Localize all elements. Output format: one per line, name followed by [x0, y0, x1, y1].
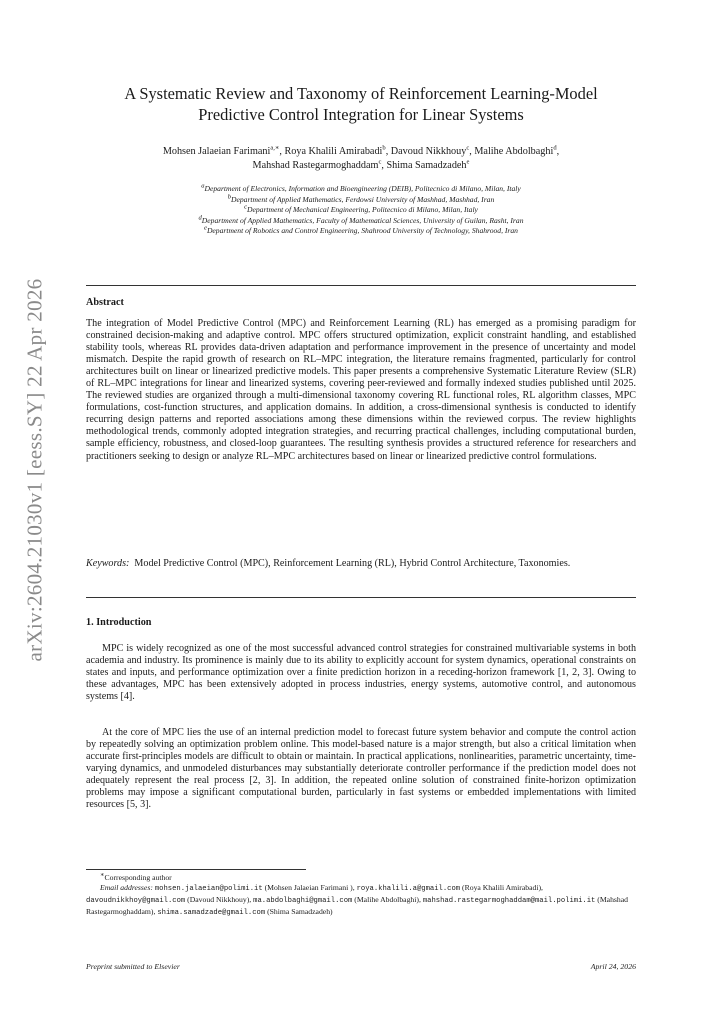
email-address[interactable]: shima.samadzade@gmail.com	[157, 908, 266, 917]
email-owner: (Davoud Nikkhouy),	[187, 894, 252, 904]
author-mark: e	[466, 158, 470, 166]
footer-left: Preprint submitted to Elsevier	[86, 962, 180, 971]
corresponding-text: Corresponding author	[104, 873, 172, 882]
email-address[interactable]: mohsen.jalaeian@polimi.it	[154, 884, 263, 893]
footnote	[86, 873, 636, 919]
intro-paragraph-2: At the core of MPC lies the use of an internal prediction model to forecast future system behavior and compute the control action by repeatedly solving an optimization problem online. This model-based nature is a major strength, but also a critical limitation when accurate first-principles models are difficult to obtain or maintain. In practical applications, nonlinearities, parametric uncertainty, time-varying dynamics, and unmodeled disturbances may substantially deteriorate controller performance if the prediction model does not adequately represent the real process [2, 3]. In addition, the repeated online solution of constrained finite-horizon optimization problems may impose a significant computational burden, particularly in fast systems or embedded implementations with limited resources [5, 3].	[86, 727, 636, 811]
author-sep: ,	[381, 160, 387, 171]
keywords-text: Model Predictive Control (MPC), Reinforcement Learning (RL), Hybrid Control Architecture, Taxonomies.	[134, 558, 571, 569]
author-mark: d	[553, 144, 557, 152]
email-address[interactable]: roya.khalili.a@gmail.com	[356, 884, 461, 893]
abstract-heading: Abstract	[86, 297, 124, 308]
footer-date: April 24, 2026	[590, 962, 636, 971]
email-owner: (Mohsen Jalaeian Farimani ),	[264, 882, 355, 892]
email-list	[86, 883, 636, 919]
author-mark: b	[382, 144, 386, 152]
author-sep: ,	[469, 146, 475, 157]
email-address[interactable]: ma.abdolbaghi@gmail.com	[253, 896, 353, 905]
author-line-1	[86, 145, 636, 159]
email-address[interactable]: davoudnikkhoy@gmail.com	[86, 896, 186, 905]
abstract-top-rule	[86, 285, 636, 286]
author-mark: a,∗	[270, 144, 280, 152]
affiliation-text: Department of Mechanical Engineering, Politecnico di Milano, Milan, Italy	[247, 205, 478, 215]
section-heading-introduction: 1. Introduction	[86, 617, 152, 628]
keywords-label: Keywords:	[86, 558, 130, 569]
affiliation-mark: c	[244, 203, 247, 211]
intro-paragraph-1: MPC is widely recognized as one of the most successful advanced control strategies for constrained multivariable systems in both academia and industry. Its prominence is mainly due to its ability to explicitly account for system dynamics, operational constraints on states and inputs, and performance optimization over a finite prediction horizon in a receding-horizon framework [1, 2, 3]. Owing to these advantages, MPC has been extensively adopted in process industries, energy systems, automotive control, and autonomous systems [4].	[86, 643, 636, 703]
email-owner: (Roya Khalili Amirabadi),	[462, 882, 543, 892]
affiliation	[86, 216, 636, 227]
footnote-rule	[86, 869, 306, 870]
affiliation-text: Department of Applied Mathematics, Faculty of Mathematical Sciences, University of Guilan, Rasht, Iran	[201, 215, 524, 225]
arxiv-sidebar	[20, 278, 50, 662]
affiliation-text: Department of Robotics and Control Engineering, Shahrood University of Technology, Shahrood, Iran	[206, 226, 518, 236]
paper-title	[86, 83, 636, 125]
email-owner: (Shima Samadzadeh)	[267, 906, 333, 916]
affiliation-list	[86, 184, 636, 237]
affiliation-text: Department of Applied Mathematics, Ferdowsi University of Mashhad, Mashhad, Iran	[231, 194, 495, 204]
corresponding-mark: ∗	[100, 871, 105, 879]
abstract-text: The integration of Model Predictive Control (MPC) and Reinforcement Learning (RL) has emerged as a promising paradigm for constrained decision-making and adaptive control. MPC offers structured optimization, explicit constraint handling, and established stability tools, whereas RL provides data-driven adaptation and performance improvement in the presence of uncertainty and model mismatch. Despite the rapid growth of research on RL–MPC integration, the literature remains fragmented, particularly for control architectures built on linear or linearized predictive models. This paper presents a comprehensive Systematic Literature Review (SLR) of RL–MPC integrations for linear and linearized systems, covering peer-reviewed and formally indexed studies published until 2025. The reviewed studies are organized through a multi-dimensional taxonomy covering RL functional roles, RL algorithm classes, MPC formulations, cost-function structures, and application domains. In addition, a cross-dimensional synthesis is conducted to identify recurring design patterns and reported associations among these dimensions within the reviewed corpus. The review highlights methodological trends, commonly adopted integration strategies, and recurring practical challenges, including computational burden, sample efficiency, robustness, and closed-loop guarantees. The resulting synthesis provides a structured reference for researchers and practitioners seeking to design or analyze RL–MPC architectures based on linear or linearized predictive control formulations.	[86, 318, 636, 462]
arxiv-identifier: arXiv:2604.21030v1 [eess.SY] 22 Apr 2026	[22, 278, 47, 662]
email-owner: (Malihe Abdolbaghi),	[354, 894, 421, 904]
author-sep: ,	[556, 146, 560, 157]
email-address[interactable]: mahshad.rastegarmoghaddam@mail.polimi.it	[422, 896, 596, 905]
abstract-bottom-rule	[86, 597, 636, 598]
author-name: Malihe Abdolbaghi	[474, 146, 554, 157]
affiliation-mark: b	[227, 193, 232, 201]
author-sep: ,	[385, 146, 391, 157]
affiliation	[86, 184, 636, 195]
keywords	[86, 558, 636, 570]
author-mark: c	[378, 158, 382, 166]
title-line-2: Predictive Control Integration for Linear Systems	[198, 105, 524, 124]
author-mark: c	[466, 144, 470, 152]
author-name: Mohsen Jalaeian Farimani	[162, 146, 271, 157]
email-owner: (Mahshad Rastegarmoghaddam),	[86, 894, 629, 916]
affiliation-mark: e	[204, 224, 207, 232]
page-footer	[86, 962, 636, 971]
author-name: Mahshad Rastegarmoghaddam	[252, 160, 379, 171]
affiliation	[86, 195, 636, 206]
author-sep: ,	[279, 146, 285, 157]
author-name: Shima Samadzadeh	[386, 160, 467, 171]
affiliation	[86, 205, 636, 216]
affiliation-mark: d	[198, 214, 202, 222]
author-name: Davoud Nikkhouy	[390, 146, 467, 157]
affiliation-mark: a	[201, 182, 205, 190]
author-list	[86, 145, 636, 173]
affiliation-text: Department of Electronics, Information and Bioengineering (DEIB), Politecnico di Milano, Milan, Italy	[204, 184, 521, 193]
affiliation	[86, 226, 636, 237]
author-line-2	[86, 159, 636, 173]
email-label: Email addresses:	[100, 882, 153, 892]
corresponding-note	[86, 873, 636, 883]
author-name: Roya Khalili Amirabadi	[284, 146, 383, 157]
title-line-1: A Systematic Review and Taxonomy of Reinforcement Learning-Model	[124, 84, 598, 103]
